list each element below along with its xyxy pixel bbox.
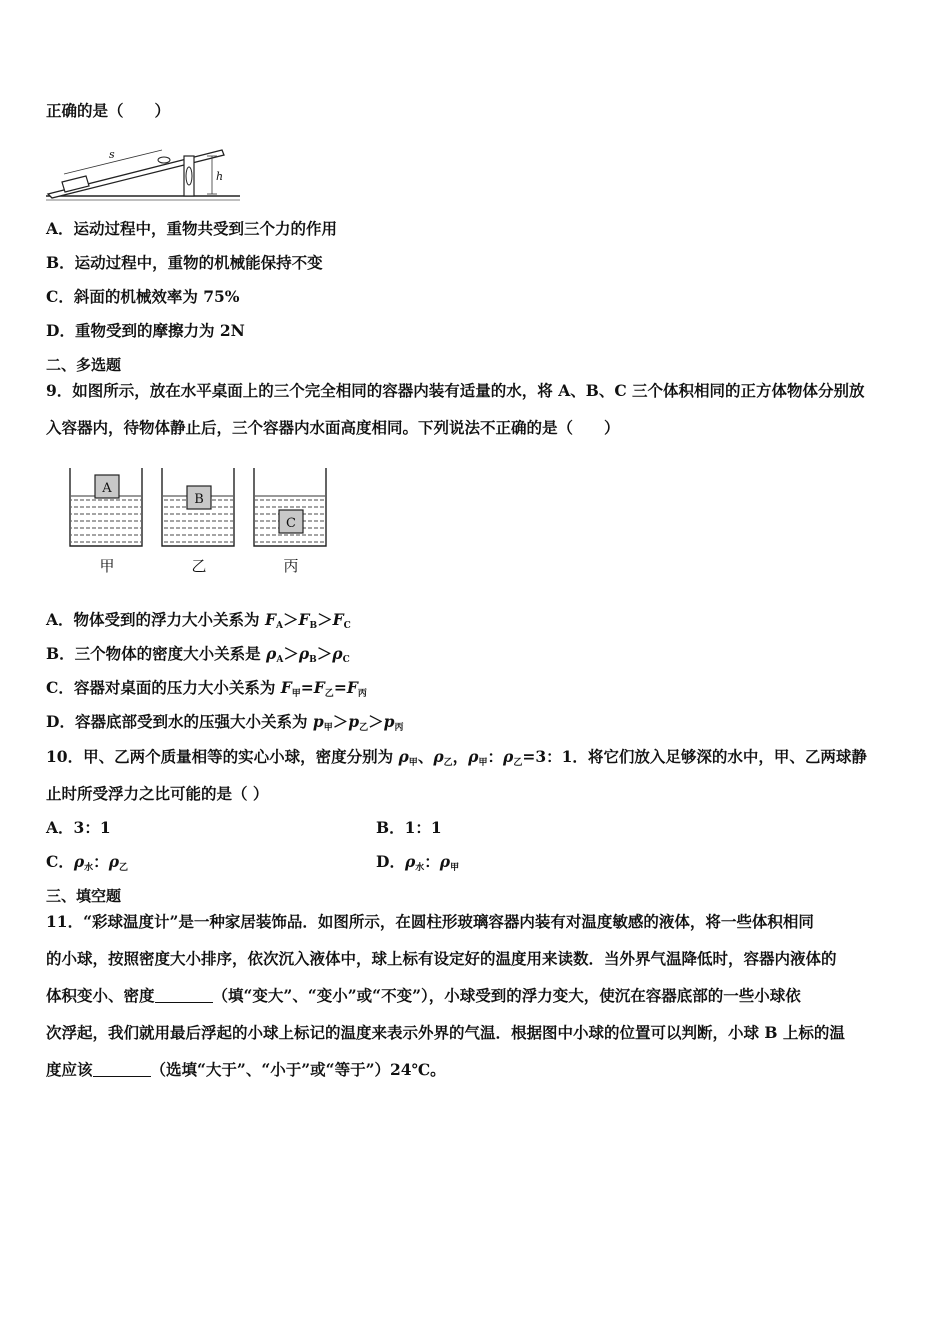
section-2-title: 二、多选题 (46, 356, 122, 374)
q10-stem-line2: 止时所受浮力之比可能的是（ ） (46, 784, 269, 803)
block-c: C (286, 516, 296, 531)
q8-option-c: C．斜面的机械效率为 75% (46, 287, 240, 306)
caption-yi: 乙 (191, 557, 207, 575)
label-s: s (109, 148, 115, 161)
q11-line4: 次浮起，我们就用最后浮起的小球上标记的温度来表示外界的气温．根据图中小球的位置可以判断，小球 B 上标的温 (46, 1023, 845, 1042)
q9-option-a: A．物体受到的浮力大小关系为 $F_A>F_B>F_C$ (46, 610, 351, 631)
q8-option-d: D．重物受到的摩擦力为 2N (46, 321, 245, 340)
q11-line5: 度应该 （选填“大于”、“小于”或“等于”）24℃。 (46, 1060, 446, 1079)
q9-option-c: C．容器对桌面的压力大小关系为 $F_甲=F_乙=F_丙$ (46, 678, 367, 699)
q10-option-c: C．$\rho_水$：$\rho_乙$ (46, 852, 129, 873)
q9-option-d: D．容器底部受到水的压强大小关系为 $p_甲>p_乙>p_丙$ (46, 712, 404, 733)
q8-option-b: B．运动过程中，重物的机械能保持不变 (46, 253, 323, 272)
label-h: h (216, 170, 224, 183)
fill-blank-2[interactable] (93, 1062, 151, 1077)
caption-bing: 丙 (283, 557, 299, 575)
q8-option-a: A．运动过程中，重物共受到三个力的作用 (46, 219, 338, 238)
q9-stem-line2: 入容器内，待物体静止后，三个容器内水面高度相同。下列说法不正确的是（ ） (46, 418, 620, 437)
q11-line3: 体积变小、密度 （填“变大”、“变小”或“不变”），小球受到的浮力变大，使沉在容器底部的一些小球依 (46, 986, 801, 1005)
container-yi (162, 468, 234, 546)
incline-figure (44, 136, 244, 202)
q11-line1: 11．“彩球温度计”是一种家居装饰品．如图所示，在圆柱形玻璃容器内装有对温度敏感的液体，将一些体积相同 (46, 912, 814, 931)
containers-figure (62, 462, 342, 582)
caption-jia: 甲 (99, 557, 115, 575)
block-a: A (102, 481, 112, 496)
q10-option-b: B．1：1 (376, 818, 442, 837)
section-3-title: 三、填空题 (46, 887, 122, 905)
q8-stem-end: 正确的是（ ） (46, 101, 171, 120)
container-jia (70, 468, 142, 546)
block-b: B (194, 492, 204, 507)
q10-option-a: A．3：1 (46, 818, 111, 837)
q10-option-d: D．$\rho_水$：$\rho_甲$ (376, 852, 460, 873)
q9-stem-line1: 9．如图所示，放在水平桌面上的三个完全相同的容器内装有适量的水，将 A、B、C 三个体积相同的正方体物体分别放 (46, 381, 865, 400)
fill-blank-1[interactable] (155, 988, 213, 1003)
q11-line2: 的小球，按照密度大小排序，依次沉入液体中，球上标有设定好的温度用来读数．当外界气温降低时，容器内液体的 (46, 949, 837, 968)
container-bing (254, 468, 326, 546)
q10-stem-line1: 10．甲、乙两个质量相等的实心小球，密度分别为 $\rho_甲$、$\rho_乙$，$\rho_甲$：$\rho_乙=3$：1．将它们放入足够深的水中，甲、乙两球静 (46, 747, 867, 768)
q9-option-b: B．三个物体的密度大小关系是 $\rho_A>\rho_B>\rho_C$ (46, 644, 350, 665)
